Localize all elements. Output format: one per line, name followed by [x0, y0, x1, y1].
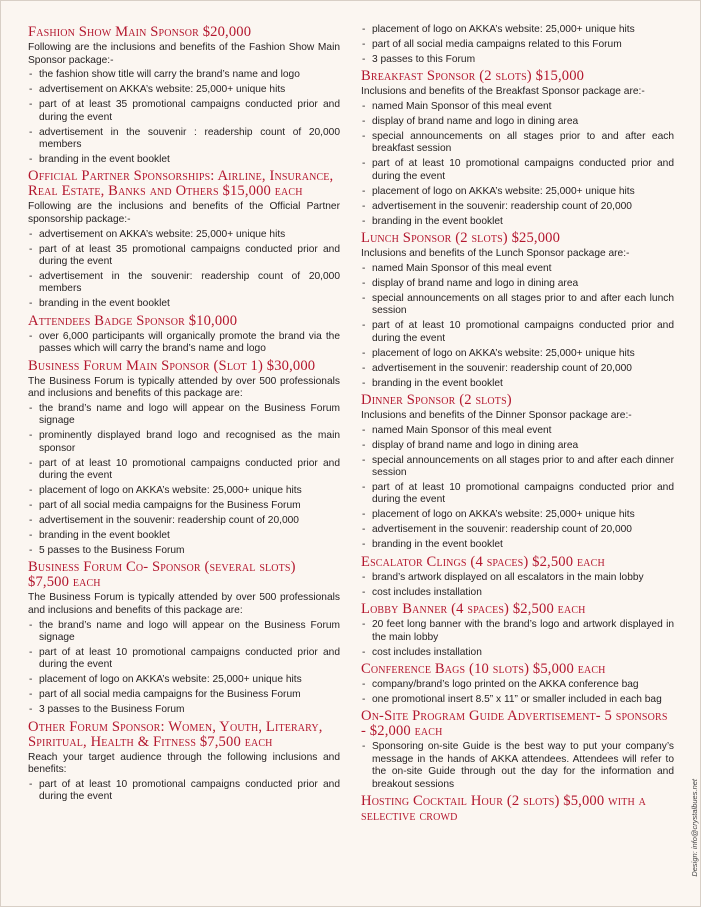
left-column: [28, 22, 340, 806]
section-dinner-sponsor-2-slots: [361, 393, 674, 552]
benefit-item: - branding in the event booklet: [361, 378, 674, 390]
section-hosting-cocktail-hour-2-slots-5-000-with: [361, 794, 674, 824]
benefit-list: [28, 403, 340, 558]
section-intro: Following are the inclusions and benefits of the Fashion Show Main Sponsor package:-: [28, 42, 340, 66]
section-heading: Lunch Sponsor (2 slots) $25,000: [361, 230, 561, 247]
benefit-item: - part of at least 10 promotional campaigns conducted prior and during the event: [28, 779, 340, 804]
benefit-item: - branding in the event booklet: [361, 539, 674, 551]
section-intro: The Business Forum is typically attended by over 500 professionals and inclusions and benefits of this package are:: [28, 592, 340, 617]
benefit-item: - branding in the event booklet: [361, 216, 674, 228]
section-heading: Hosting Cocktail Hour (2 slots) $5,000 with a selective crowd: [361, 793, 646, 825]
section-intro: Inclusions and benefits of the Lunch Sponsor package are:-: [361, 248, 630, 260]
benefit-item: - over 6,000 participants will organically promote the brand via the passes which will carry the brand’s name and logo: [28, 331, 340, 356]
section-heading: Attendees Badge Sponsor $10,000: [28, 312, 238, 329]
benefit-item: - advertisement in the souvenir: readership count of 20,000: [28, 515, 340, 527]
benefit-item: - branding in the event booklet: [28, 298, 340, 310]
section-continued-0: [361, 24, 674, 66]
benefit-item: - advertisement in the souvenir: readership count of 20,000 members: [28, 271, 340, 296]
benefit-item: - part of all social media campaigns related to this Forum: [361, 39, 674, 51]
benefit-item: - branding in the event booklet: [28, 530, 340, 542]
benefit-item: - part of at least 10 promotional campaigns conducted prior and during the event: [28, 458, 340, 483]
section-heading: Other Forum Sponsor: Women, Youth, Literary, Spiritual, Health & Fitness $7,500 each: [28, 718, 323, 750]
benefit-item: - part of at least 35 promotional campaigns conducted prior and during the event: [28, 99, 340, 124]
benefit-list: [28, 620, 340, 717]
benefit-item: - placement of logo on AKKA’s website: 25,000+ unique hits: [361, 24, 674, 36]
benefit-item: - advertisement in the souvenir: readership count of 20,000: [361, 201, 674, 213]
section-breakfast-sponsor-2-slots-15-000: [361, 69, 674, 228]
benefit-item: - advertisement in the souvenir: readership count of 20,000: [361, 363, 674, 375]
section-conference-bags-10-slots-5-000-each: [361, 662, 674, 706]
benefit-list: [28, 69, 340, 166]
benefit-item: - display of brand name and logo in dining area: [361, 116, 674, 128]
section-heading: Breakfast Sponsor (2 slots) $15,000: [361, 68, 585, 85]
benefit-list: [361, 679, 674, 706]
section-heading: Dinner Sponsor (2 slots): [361, 392, 512, 409]
benefit-item: - placement of logo on AKKA’s website: 25,000+ unique hits: [361, 186, 674, 198]
benefit-item: - 5 passes to the Business Forum: [28, 545, 340, 557]
benefit-item: - part of all social media campaigns for the Business Forum: [28, 500, 340, 512]
section-lunch-sponsor-2-slots-25-000: [361, 231, 674, 390]
benefit-item: - named Main Sponsor of this meal event: [361, 425, 674, 437]
section-heading: Conference Bags (10 slots) $5,000 each: [361, 661, 606, 678]
benefit-item: - 3 passes to this Forum: [361, 54, 674, 66]
benefit-item: - advertisement in the souvenir: readership count of 20,000: [361, 524, 674, 536]
section-business-forum-co-sponsor-several-slots-: [28, 560, 340, 716]
section-business-forum-main-sponsor-slot-1-30-00: [28, 359, 340, 558]
section-lobby-banner-4-spaces-2-500-each: [361, 602, 674, 659]
benefit-item: - branding in the event booklet: [28, 154, 340, 166]
section-heading: Business Forum Main Sponsor (Slot 1) $30,000: [28, 357, 316, 374]
benefit-item: - placement of logo on AKKA’s website: 25,000+ unique hits: [361, 348, 674, 360]
benefit-item: - the brand’s name and logo will appear on the Business Forum signage: [28, 403, 340, 428]
benefit-item: - named Main Sponsor of this meal event: [361, 263, 674, 275]
design-credit: Design: info@crystalbues.net: [690, 779, 699, 877]
benefit-item: - part of all social media campaigns for the Business Forum: [28, 689, 340, 701]
section-official-partner-sponsorships-airline-in: [28, 169, 340, 310]
section-heading: Business Forum Co- Sponsor (several slots) $7,500 each: [28, 559, 296, 591]
benefit-list: [28, 331, 340, 356]
benefit-item: - cost includes installation: [361, 647, 674, 659]
section-fashion-show-main-sponsor-20-000: [28, 25, 340, 166]
benefit-list: [28, 779, 340, 804]
benefit-list: [361, 572, 674, 599]
benefit-item: - placement of logo on AKKA’s website: 25,000+ unique hits: [28, 485, 340, 497]
benefit-item: - part of at least 10 promotional campaigns conducted prior and during the event: [361, 482, 674, 507]
benefit-item: - part of at least 10 promotional campaigns conducted prior and during the event: [28, 647, 340, 672]
section-heading: Fashion Show Main Sponsor $20,000: [28, 24, 252, 40]
section-heading: Official Partner Sponsorships: Airline, Insurance, Real Estate, Banks and Others $15,000 each: [28, 168, 334, 200]
benefit-item: - prominently displayed brand logo and recognised as the main sponsor: [28, 430, 340, 455]
section-intro: Inclusions and benefits of the Dinner Sponsor package are:-: [361, 410, 632, 422]
benefit-list: [361, 425, 674, 552]
section-intro: Following are the inclusions and benefits of the Official Partner sponsorship package:-: [28, 201, 340, 225]
benefit-item: - 20 feet long banner with the brand’s logo and artwork displayed in the main lobby: [361, 619, 674, 644]
benefit-item: - special announcements on all stages prior to and after each breakfast session: [361, 131, 674, 156]
section-heading: Lobby Banner (4 spaces) $2,500 each: [361, 601, 586, 618]
section-heading: Escalator Clings (4 spaces) $2,500 each: [361, 553, 605, 570]
right-column: [361, 24, 674, 826]
benefit-item: - display of brand name and logo in dining area: [361, 278, 674, 290]
benefit-list: [361, 741, 674, 791]
section-other-forum-sponsor-women-youth-literary: [28, 720, 340, 804]
benefit-item: - placement of logo on AKKA’s website: 25,000+ unique hits: [28, 674, 340, 686]
benefit-list: [361, 101, 674, 228]
benefit-item: - advertisement on AKKA’s website: 25,000+ unique hits: [28, 84, 340, 96]
benefit-item: - advertisement on AKKA’s website: 25,000+ unique hits: [28, 229, 340, 241]
benefit-item: - part of at least 35 promotional campaigns conducted prior and during the event: [28, 244, 340, 269]
benefit-item: - special announcements on all stages prior to and after each lunch session: [361, 293, 674, 318]
benefit-item: - the brand’s name and logo will appear on the Business Forum signage: [28, 620, 340, 645]
section-escalator-clings-4-spaces-2-500-each: [361, 555, 674, 599]
benefit-item: - 3 passes to the Business Forum: [28, 704, 340, 716]
benefit-list: [361, 263, 674, 390]
section-intro: Inclusions and benefits of the Breakfast Sponsor package are:-: [361, 86, 645, 98]
benefit-item: - one promotional insert 8.5” x 11” or smaller included in each bag: [361, 694, 674, 706]
benefit-item: - company/brand’s logo printed on the AKKA conference bag: [361, 679, 674, 691]
benefit-item: - placement of logo on AKKA’s website: 25,000+ unique hits: [361, 509, 674, 521]
benefit-item: - cost includes installation: [361, 587, 674, 599]
benefit-item: - brand’s artwork displayed on all escalators in the main lobby: [361, 572, 674, 584]
benefit-item: - the fashion show title will carry the brand’s name and logo: [28, 69, 340, 81]
benefit-list: [28, 229, 340, 311]
section-intro: The Business Forum is typically attended by over 500 professionals and inclusions and benefits of this package are:: [28, 375, 340, 400]
benefit-item: - part of at least 10 promotional campaigns conducted prior and during the event: [361, 320, 674, 345]
benefit-item: - named Main Sponsor of this meal event: [361, 101, 674, 113]
benefit-list: [361, 619, 674, 659]
section-on-site-program-guide-advertisement-5-sp: [361, 709, 674, 791]
section-heading: On-Site Program Guide Advertisement- 5 sponsors - $2,000 each: [361, 708, 668, 740]
benefit-item: - special announcements on all stages prior to and after each dinner session: [361, 455, 674, 480]
benefit-list: [361, 24, 674, 66]
benefit-item: - part of at least 10 promotional campaigns conducted prior and during the event: [361, 158, 674, 183]
benefit-item: - Sponsoring on-site Guide is the best way to put your company’s message in the hands of AKKA attendees. Attendees will refer to the on-site Guide through out the day for the information and breakout sessions: [361, 741, 674, 791]
section-intro: Reach your target audience through the following inclusions and benefits:: [28, 751, 340, 776]
benefit-item: - advertisement in the souvenir : readership count of 20,000 members: [28, 127, 340, 152]
benefit-item: - display of brand name and logo in dining area: [361, 440, 674, 452]
section-attendees-badge-sponsor-10-000: [28, 314, 340, 356]
